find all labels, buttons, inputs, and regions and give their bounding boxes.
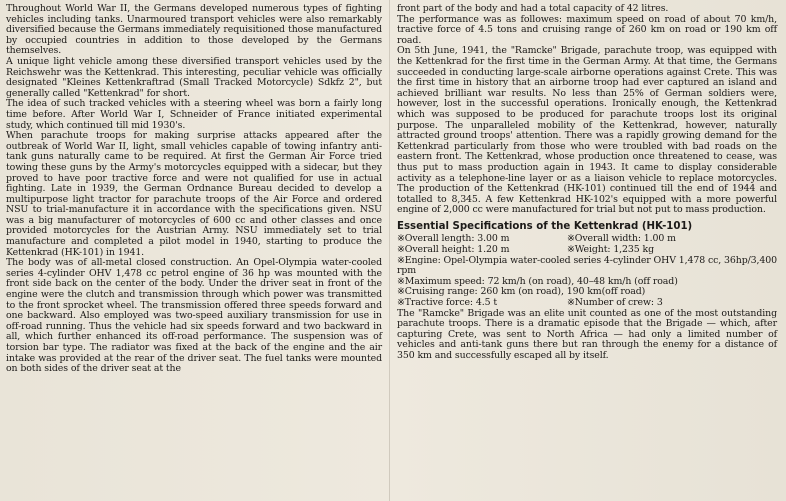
paragraph-service-history: On 5th June, 1941, the "Ramcke" Brigade, parachute troop, was equipped with the Kettenkrad for the first time in the German Army. At that time, the Germans succeeded in conducting large-scale airborne operations against Crete. This was the first time in history that an airborne troop had ever captured an island and achieved brilliant war results. No less than 25% of German soldiers were, however, lost in the successful operations. Ironically enough, the Kettenkrad which was supposed to be produced for parachute troops lost its original purpose. The unparalleled mobility of the Kettenkrad, however, naturally attracted ground troops' attention. There was a rapidly growing demand for the Kettenkrad particularly from those who were troubled with bad roads on the eastern front. The Kettenkrad, whose production once threatened to cease, was thus put to mass production again in 1943. It came to display considerable activity as a telephone-line layer or as a liaison vehicle to replace motorcycles. The production of the Kettenkrad (HK-101) continued till the end of 1944 and totalled to 8,345. A few Kettenkrad HK-102's equipped with a more powerful engine of 2,000 cc were manufactured for trial but not put to mass production. (397, 45, 777, 216)
spec-max-speed: ※Maximum speed: 72 km/h (on road), 40–48 km/h (off road) (397, 275, 678, 287)
page-fold-divider (389, 0, 390, 501)
paragraph-development: When parachute troops for making surprise attacks appeared after the outbreak of World War II, light, small vehicles capable of towing infantry anti-tank guns naturally came to be required. At first the German Air Force tried towing these guns by the Army's motorcycles equipped with a sidecar, but they proved to have poor tractive force and were not qualified for use in actual fighting. Late in 1939, the German Ordnance Bureau decided to develop a multipurpose light tractor for parachute troops of the Air Force and ordered NSU to trial-manufacture it in accordance with the specifications given. NSU was a big manufacturer of motorcycles of 600 cc and other classes and once provided motorcycles for the Austrian Army. NSU immediately set to trial manufacture and completed a pilot model in 1940, starting to produce the Kettenkrad (HK-101) in 1941. (6, 130, 382, 258)
spec-overall-width: ※Overall width: 1.00 m (567, 233, 676, 245)
specs-title: Essential Specifications of the Kettenkrad (HK-101) (397, 220, 693, 232)
spec-cruising-range: ※Cruising range: 260 km (on road), 190 km(off road) (397, 286, 646, 298)
paragraph-construction: The body was of all-metal closed construction. An Opel-Olympia water-cooled series 4-cylinder OHV 1,478 cc petrol engine of 36 hp was mounted with the front side back on the center of the body. Under the driver seat in front of the engine were the clutch and transmission through which power was transmitted to the front sprocket wheel. The transmission offered three speeds forward and one backward. Also employed was two-speed auxiliary transmission for use in off-road running. Thus the vehicle had six speeds forward and two backward in all, which further enhanced its off-road performance. The suspension was of torsion bar type. The radiator was fixed at the back of the engine and the air intake was provided at the rear of the driver seat. The fuel tanks were mounted on both sides of the driver seat at the (6, 257, 382, 375)
left-text-column (6, 4, 382, 375)
paragraph-origin: The idea of such tracked vehicles with a steering wheel was born a fairly long time before. After World War I, Schneider of France initiated experimental study, which continued till mid 1930's. (6, 98, 382, 131)
paragraph-fuel-tanks: front part of the body and had a total capacity of 42 litres. (397, 3, 669, 14)
spec-crew: ※Number of crew: 3 (567, 297, 663, 309)
paragraph-kettenkrad-designation: A unique light vehicle among these diversified transport vehicles used by the Reichswehr was the Kettenkrad. This interesting, peculiar vehicle was officially designated "Kleines Kettenkraftrad (Small Tracked Motorcycle) Sdkfz 2", but generally called "Kettenkrad" for short. (6, 55, 382, 99)
right-text-column (397, 4, 777, 362)
spec-weight: ※Weight: 1,235 kg (567, 244, 655, 256)
spec-overall-height: ※Overall height: 1.20 m (397, 244, 510, 256)
paragraph-performance: The performance was as followes: maximum speed on road of about 70 km/h, tractive force of 4.5 tons and cruising range of 260 km on road or 190 km off road. (397, 13, 777, 46)
spec-engine: ※Engine: Opel-Olympia water-cooled series 4-cylinder OHV 1,478 cc, 36hp/3,400 rpm (397, 254, 778, 277)
paragraph-ramcke-brigade: The "Ramcke" Brigade was an elite unit counted as one of the most outstanding parachute troops. There is a dramatic episode that the Brigade — which, after capturing Crete, was sent to North Africa — had only a limited number of vehicles and anti-tank guns there but ran through the enemy for a distance of 350 km and successfully escaped all by itself. (397, 307, 777, 361)
paragraph-intro: Throughout World War II, the Germans developed numerous types of fighting vehicles including tanks. Unarmoured transport vehicles were also remarkably diversified because the Germans immediately requisitioned those manufactured by occupied countries in addition to those developed by the Germans themselves. (6, 3, 382, 57)
spec-overall-length: ※Overall length: 3.00 m (397, 233, 510, 245)
spec-tractive-force: ※Tractive force: 4.5 t (397, 297, 498, 309)
